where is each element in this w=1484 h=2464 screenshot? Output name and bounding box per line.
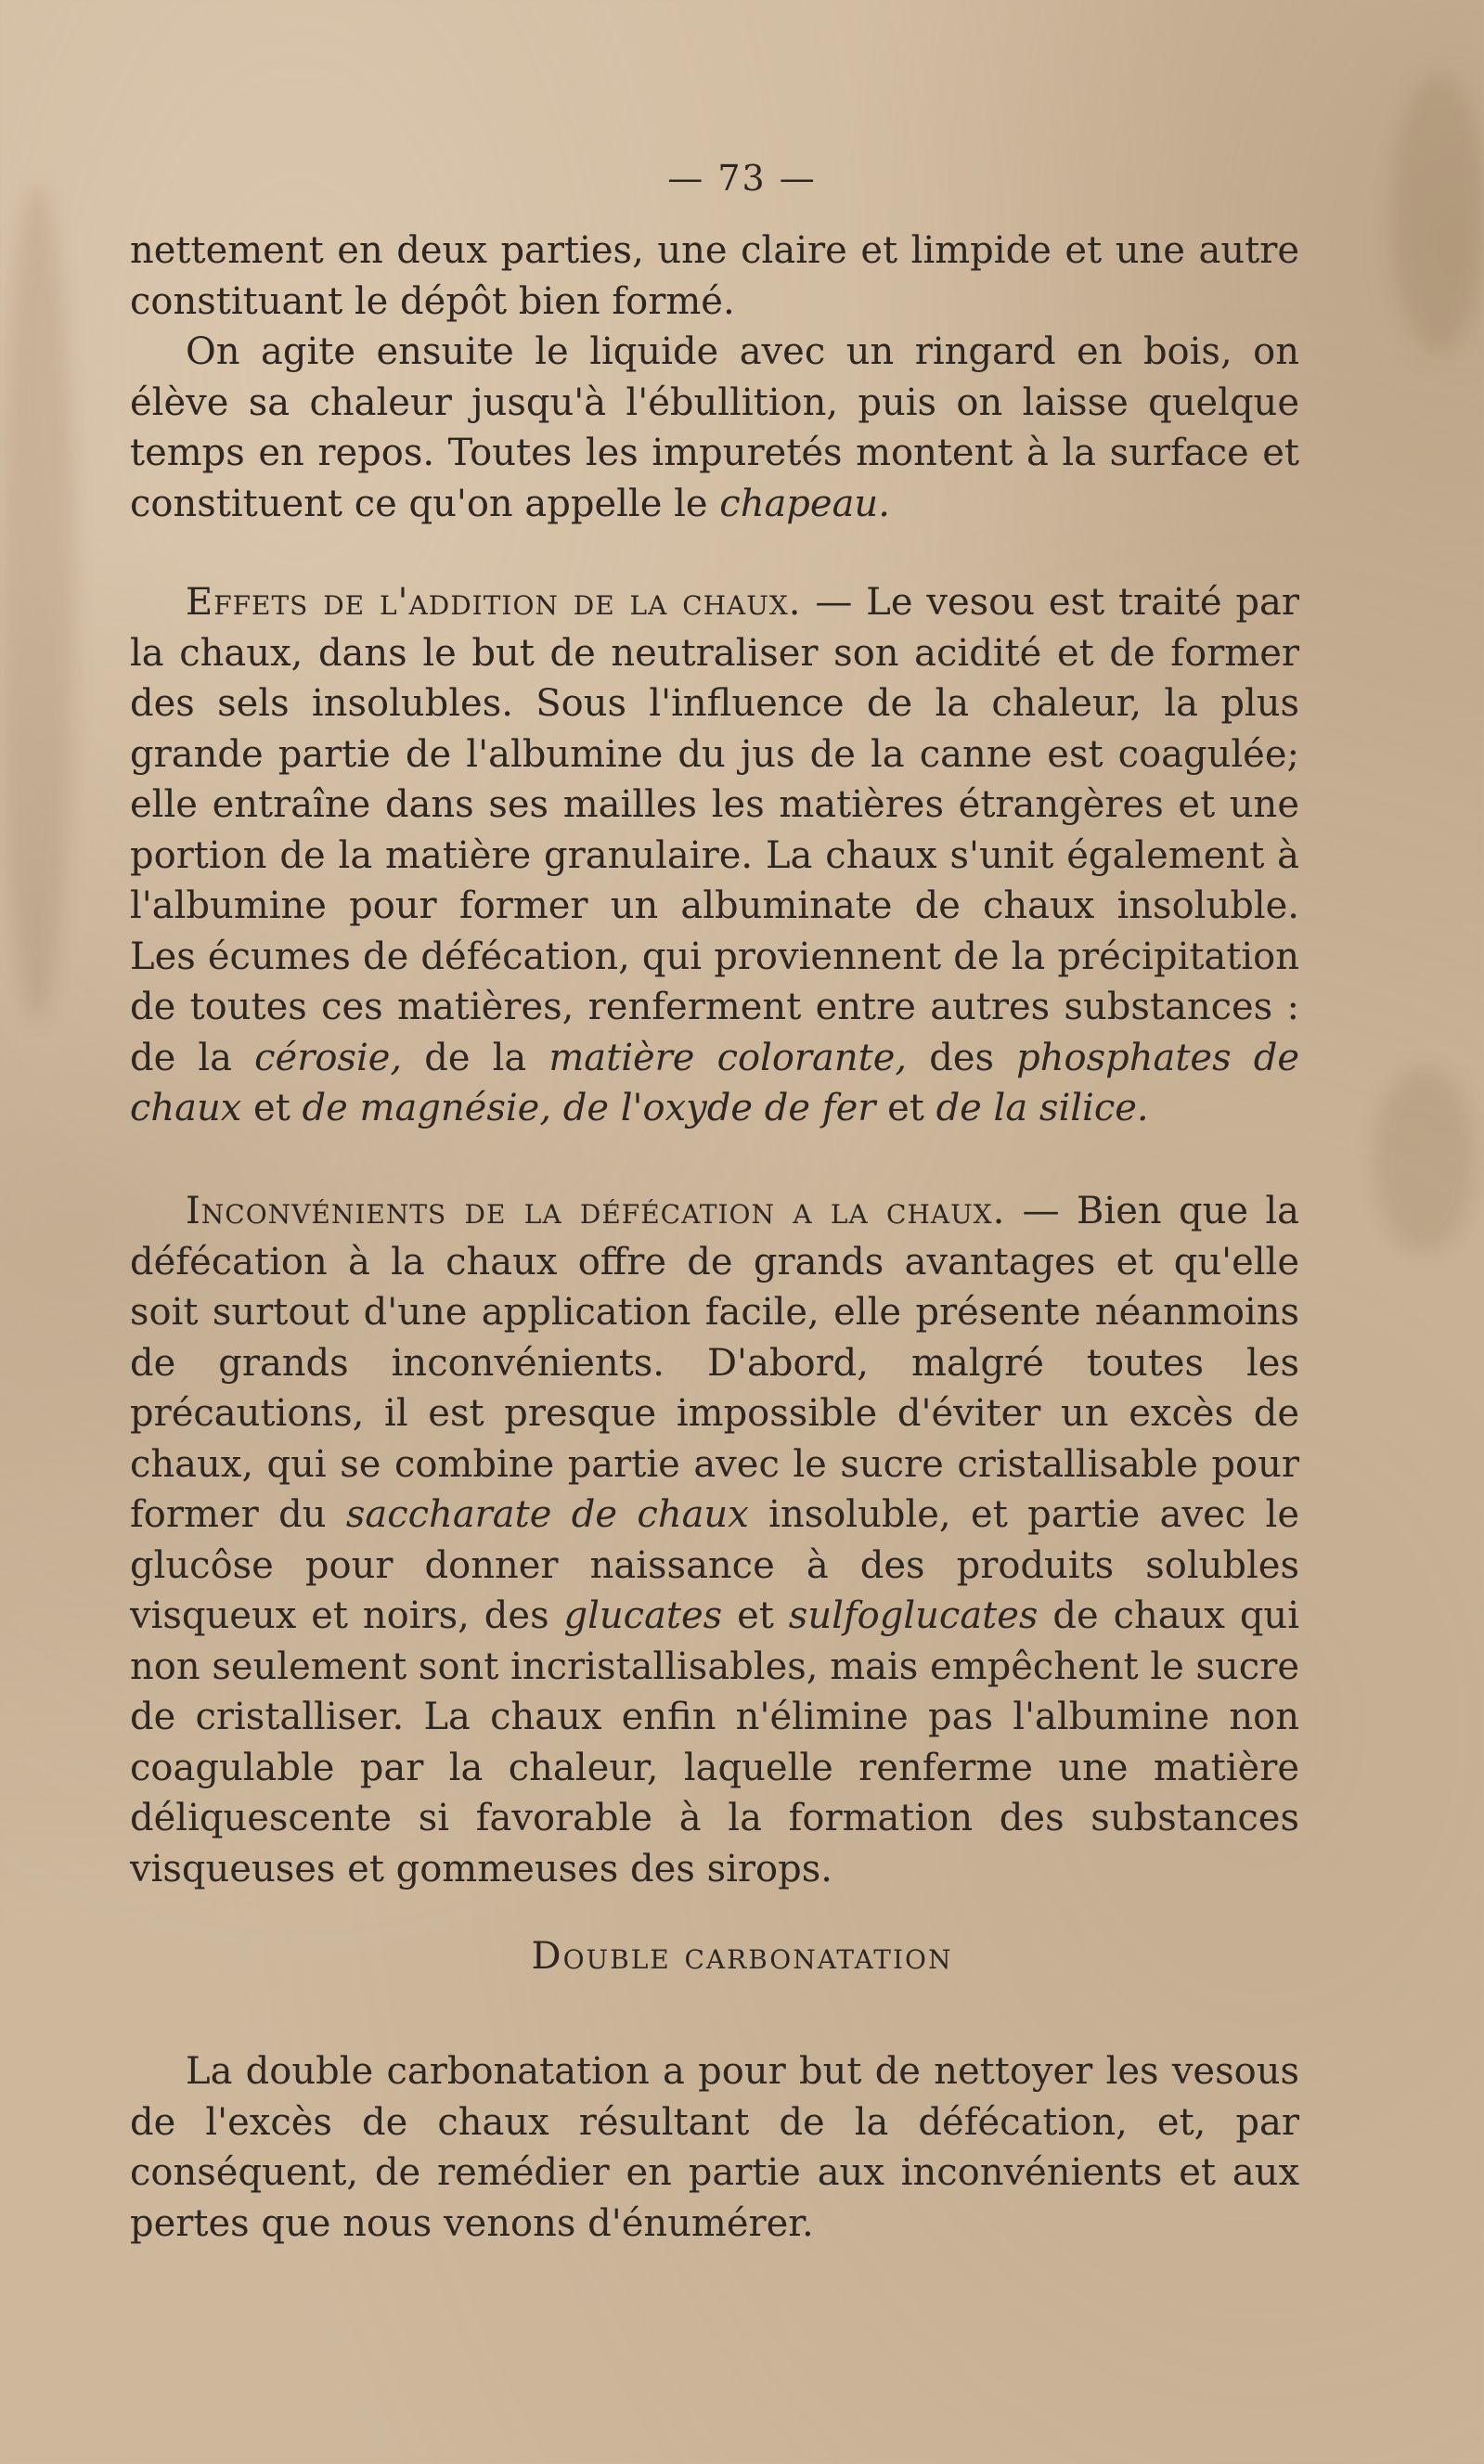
paragraph-3 xyxy=(130,577,1299,1134)
paragraph-4-text: Inconvénients de la défécation a la chaux. — Bien que la défécation à la chaux offre de grands avantages et qu'elle soit surtout d'une application facile, elle présente néanmoins de grands inconvénients. D'abord, malgré toutes les précautions, il est presque impossible d'éviter un excès de chaux, qui se combine partie avec le sucre cristallisable pour former du saccharate de chaux insoluble, et partie avec le glucôse pour donner naissance à des produits solubles visqueux et noirs, des glucates et sulfoglucates de chaux qui non seulement sont incristallisables, mais empêchent le sucre de cristalliser. La chaux enfin n'élimine pas l'albumine non coagulable par la chaleur, laquelle renferme une matière déliquescente si favorable à la formation des substances visqueuses et gommeuses des sirops. xyxy=(130,1190,1300,1890)
paragraph-1-text: nettement en deux parties, une claire et limpide et une autre constituant le dépôt bien formé. xyxy=(130,229,1299,323)
page-number: — 73 — xyxy=(667,158,817,199)
page-stain xyxy=(1374,1067,1476,1253)
paragraph-1 xyxy=(130,226,1299,327)
paragraph-2 xyxy=(130,327,1299,529)
section-heading-chaux: Effets de l'addition de la chaux. xyxy=(186,581,802,624)
page-stain xyxy=(1392,74,1484,353)
paragraph-5-text: La double carbonatation a pour but de nettoyer les vesous de l'excès de chaux résultant de la défécation, et, par conséquent, de remédier en partie aux inconvénients et aux pertes que nous venons d'énumérer. xyxy=(130,2050,1299,2245)
page-stain xyxy=(0,186,74,1021)
section-heading-inconvenients: Inconvénients de la défécation a la chaux. xyxy=(186,1190,1006,1232)
section-title: Double carbonatation xyxy=(531,1935,953,1978)
paragraph-3-text: Effets de l'addition de la chaux. — Le vesou est traité par la chaux, dans le but de neutraliser son acidité et de former des sels insolubles. Sous l'influence de la chaleur, la plus grande partie de l'albumine du jus de la canne est coagulée; elle entraîne dans ses mailles les matières étrangères et une portion de la matière granulaire. La chaux s'unit également à l'albumine pour former un albuminate de chaux insoluble. Les écumes de défécation, qui proviennent de la précipitation de toutes ces matières, renferment entre autres substances : de la cérosie, de la matière colorante, des phosphates de chaux et de magnésie, de l'oxyde de fer et de la silice. xyxy=(130,581,1300,1129)
paragraph-4 xyxy=(130,1186,1299,1894)
paragraph-2-text: On agite ensuite le liquide avec un ringard en bois, on élève sa chaleur jusqu'à l'ébullition, puis on laisse quelque temps en repos. Toutes les impuretés montent à la surface et constituent ce qu'on appelle le chapeau. xyxy=(130,330,1299,525)
paragraph-5 xyxy=(130,2046,1299,2249)
